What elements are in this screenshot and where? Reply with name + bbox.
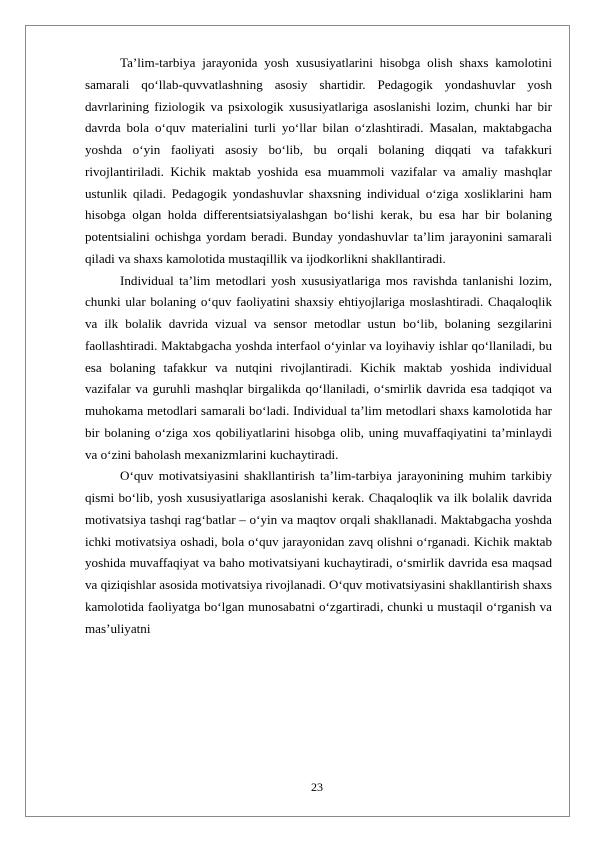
document-body: [85, 52, 552, 639]
page-number: 23: [311, 780, 323, 794]
paragraph: Ta’lim-tarbiya jarayonida yosh xususiyatlarini hisobga olish shaxs kamolotini samarali qo‘llab-quvvatlashning asosiy shartidir. Pedagogik yondashuvlar yosh davrlarining fiziologik va psixologik xususiyatlariga asoslanishi lozim, chunki har bir davrda bola o‘quv materialini turli yo‘llar bilan o‘zlashtiradi. Masalan, maktabgacha yoshda o‘yin faoliyati asosiy bo‘lib, bu orqali bolaning diqqati va tafakkuri rivojlantiriladi. Kichik maktab yoshida esa muammoli vazifalar va amaliy mashqlar ustunlik qiladi. Pedagogik yondashuvlar shaxsning individual o‘ziga xosliklarini ham hisobga olgan holda differentsiatsiyalashgan bo‘lishi kerak, bu esa har bir bolaning potentsialini ochishga yordam beradi. Bunday yondashuvlar ta’lim jarayonini samarali qiladi va shaxs kamolotida mustaqillik va ijodkorlikni shakllantiradi.: [85, 55, 552, 266]
paragraph: Individual ta’lim metodlari yosh xususiyatlariga mos ravishda tanlanishi lozim, chunki ular bolaning o‘quv faoliyatini shaxsiy ehtiyojlariga moslashtiradi. Chaqaloqlik va ilk bolalik davrida vizual va sensor metodlar ustun bo‘lib, bolaning sezgilarini faollashtiradi. Maktabgacha yoshda interfaol o‘yinlar va loyihaviy ishlar qo‘llaniladi, bu esa bolaning tafakkur va nutqini rivojlantiradi. Kichik maktab yoshida individual vazifalar va guruhli mashqlar birgalikda qo‘llaniladi, o‘smirlik davrida esa tadqiqot va muhokama metodlari samarali bo‘ladi. Individual ta’lim metodlari shaxs kamolotida har bir bolaning o‘ziga xos qobiliyatlarini hisobga olib, uning muvaffaqiyatini ta’minlaydi va o‘zini baholash mexanizmlarini kuchaytiradi.: [85, 272, 552, 462]
paragraph: O‘quv motivatsiyasini shakllantirish ta’lim-tarbiya jarayonining muhim tarkibiy qismi bo‘lib, yosh xususiyatlariga asoslanishi kerak. Chaqaloqlik va ilk bolalik davrida motivatsiya tashqi rag‘batlar – o‘yin va maqtov orqali shakllanadi. Maktabgacha yoshda ichki motivatsiya oshadi, bola o‘quv jarayonidan zavq olishni o‘rganadi. Kichik maktab yoshida muvaffaqiyat va baho motivatsiyani kuchaytiradi, o‘smirlik davrida esa maqsad va qiziqishlar asosida motivatsiya rivojlanadi. O‘quv motivatsiyasini shakllantirish shaxs kamolotida faoliyatga bo‘lgan munosabatni o‘zgartiradi, chunki u mustaqil o‘rganish va mas’uliyatni: [85, 468, 552, 636]
